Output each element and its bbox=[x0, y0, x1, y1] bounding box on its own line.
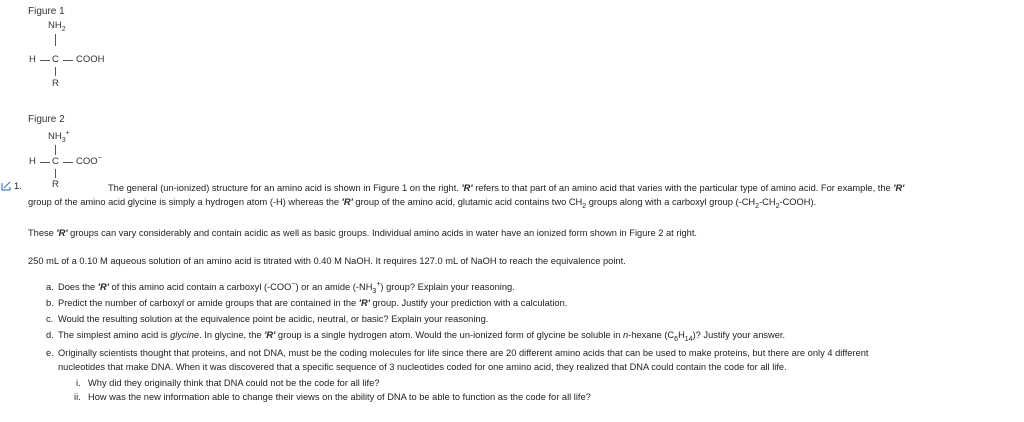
item-b-text: Predict the number of carboxyl or amide groups that are contained in the 'R' group. Justify your prediction with a calculation. bbox=[58, 298, 568, 308]
subitem-ii-label: ii. bbox=[74, 392, 81, 402]
question-number: 1. bbox=[14, 181, 22, 191]
figure-1-title: Figure 1 bbox=[28, 6, 65, 17]
figure-1-top-group: $NH_2$ bbox=[48, 20, 66, 33]
figure-1-right-group: COOH bbox=[76, 54, 105, 65]
figure-2-right-group: COO− bbox=[76, 154, 102, 167]
figure-2-center-atom: C bbox=[52, 156, 59, 167]
item-e-text-line-1: Originally scientists thought that proteins, and not DNA, must be the coding molecules for life since there are 20 different amino acids that can be used to make proteins, but there are only 4 different bbox=[58, 348, 869, 358]
item-d-label: d. bbox=[46, 330, 54, 340]
item-a-text: Does the 'R' of this amino acid contain a carboxyl (-COO−) or an amide $(-NH_3^+)$ group? Explain your reasoning. bbox=[58, 280, 515, 295]
subitem-i-text: Why did they originally think that DNA could not be the code for all life? bbox=[88, 378, 380, 388]
subitem-ii-text: How was the new information able to change their views on the ability of DNA to be able to function as the code for all life? bbox=[88, 392, 591, 402]
figure-1-center-atom: C bbox=[52, 54, 59, 65]
paragraph-3: 250 mL of a 0.10 M aqueous solution of an amino acid is titrated with 0.40 M NaOH. It requires 127.0 mL of NaOH to reach the equivalence point. bbox=[28, 256, 626, 266]
figure-1-bottom-group: R bbox=[52, 78, 59, 89]
item-e-label: e. bbox=[46, 348, 54, 358]
figure-1-left-atom: H bbox=[29, 54, 36, 65]
figure-2-title: Figure 2 bbox=[28, 114, 65, 125]
question-icon[interactable] bbox=[0, 180, 12, 192]
figure-2-bottom-group: R bbox=[52, 179, 59, 190]
item-a-label: a. bbox=[46, 282, 54, 292]
subitem-i-label: i. bbox=[76, 378, 81, 388]
intro-line-1: The general (un-ionized) structure for an amino acid is shown in Figure 1 on the right. 'R' refers to that part of an amino acid that varies with the particular type of amino acid. For example, the 'R' bbox=[108, 183, 905, 193]
figure-2-left-atom: H bbox=[29, 156, 36, 167]
item-e-text-line-2: nucleotides that make DNA. When it was discovered that a specific sequence of 3 nucleotides coded for one amino acid, they realized that DNA could contain the code for all life. bbox=[58, 362, 787, 372]
item-d-text: The simplest amino acid is glycine. In glycine, the 'R' group is a single hydrogen atom. Would the un-ionized form of glycine be soluble in n-hexane $(C_6H_{14})$? Justify your answer. bbox=[58, 330, 786, 343]
intro-line-2: group of the amino acid glycine is simply a hydrogen atom (-H) whereas the 'R' group of the amino acid, glutamic acid contains two $CH_2$ groups along with a carboxyl group $(-CH_2-CH_2-COOH)$. bbox=[28, 197, 817, 210]
item-c-text: Would the resulting solution at the equivalence point be acidic, neutral, or basic? Explain your reasoning. bbox=[58, 314, 489, 324]
figure-2-top-group: $NH_3^+$ bbox=[48, 129, 70, 144]
item-c-label: c. bbox=[46, 314, 54, 324]
item-b-label: b. bbox=[46, 298, 54, 308]
paragraph-2: These 'R' groups can vary considerably and contain acidic as well as basic groups. Individual amino acids in water have an ionized form shown in Figure 2 at right. bbox=[28, 228, 697, 238]
